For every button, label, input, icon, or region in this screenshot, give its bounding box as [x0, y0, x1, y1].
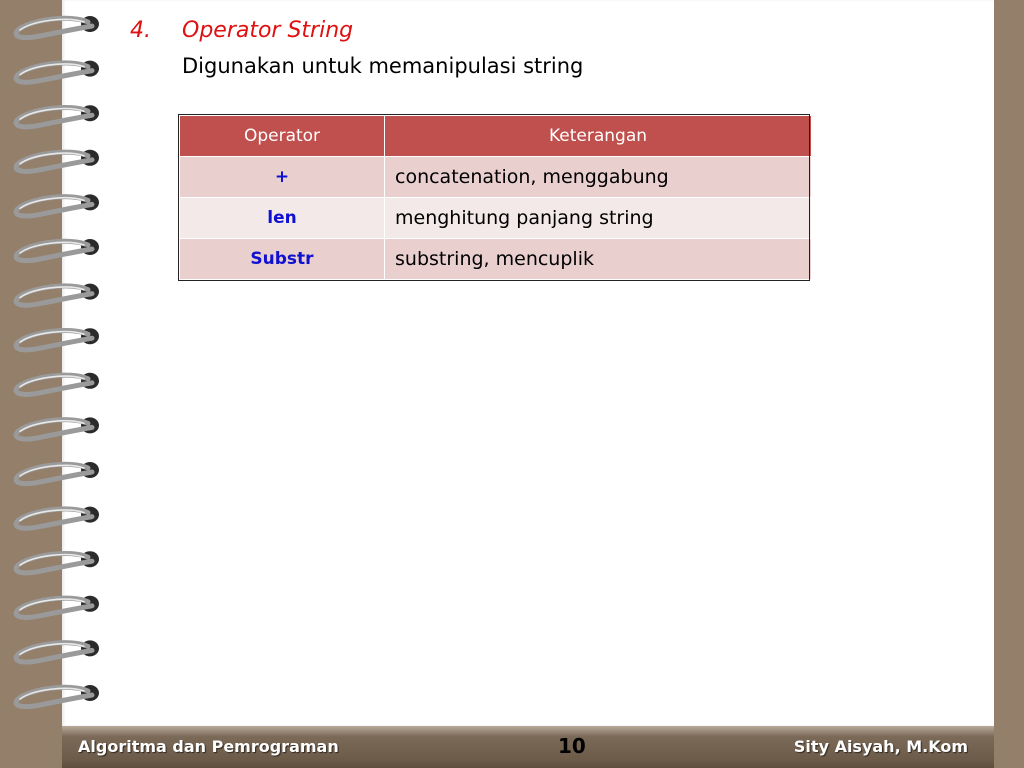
- notebook-frame-right: [994, 0, 1024, 768]
- table-row: [180, 239, 812, 280]
- footer-author: Sity Aisyah, M.Kom: [793, 737, 968, 756]
- operator-cell: Substr: [180, 239, 385, 280]
- slide-page: [62, 0, 994, 726]
- description-cell: substring, mencuplik: [385, 239, 812, 280]
- description-cell: menghitung panjang string: [385, 198, 812, 239]
- page-number: 10: [558, 734, 586, 758]
- footer-course-title: Algoritma dan Pemrograman: [78, 737, 339, 756]
- table-row: [180, 198, 812, 239]
- column-header-operator: Operator: [180, 116, 385, 157]
- column-header-keterangan: Keterangan: [385, 116, 812, 157]
- operator-cell: len: [180, 198, 385, 239]
- table-header-row: [180, 116, 812, 157]
- description-cell: concatenation, menggabung: [385, 157, 812, 198]
- operator-table: [179, 115, 812, 280]
- spiral-binding-icon: [0, 0, 110, 768]
- section-title: Operator String: [182, 18, 354, 43]
- section-number: 4.: [130, 18, 151, 43]
- table-row: [180, 157, 812, 198]
- section-subtitle: Digunakan untuk memanipulasi string: [182, 54, 584, 78]
- operator-cell: +: [180, 157, 385, 198]
